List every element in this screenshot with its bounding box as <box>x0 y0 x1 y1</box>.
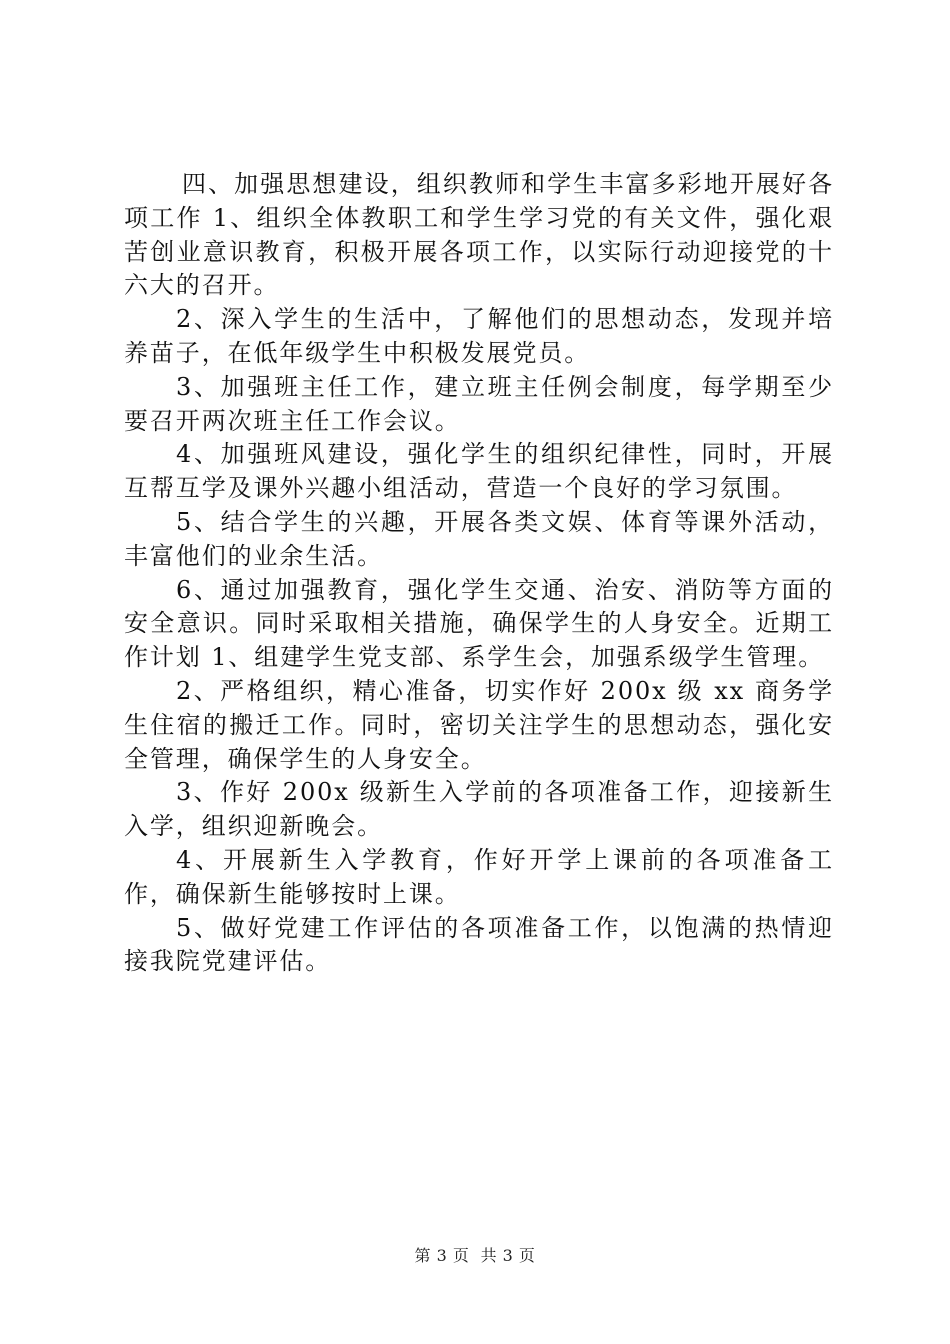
paragraph-4: 4、加强班风建设，强化学生的组织纪律性，同时，开展互帮互学及课外兴趣小组活动，营造一个良好的学习氛围。 <box>124 440 834 503</box>
paragraph-7: 2、严格组织，精心准备，切实作好 200x 级 xx 商务学生住宿的搬迁工作。同时，密切关注学生的思想动态，强化安全管理，确保学生的人身安全。 <box>124 676 834 773</box>
page-footer <box>0 1243 950 1266</box>
paragraph-3: 3、加强班主任工作，建立班主任例会制度，每学期至少要召开两次班主任工作会议。 <box>124 372 834 435</box>
paragraph-2: 2、深入学生的生活中，了解他们的思想动态，发现并培养苗子，在低年级学生中积极发展党员。 <box>124 305 834 367</box>
paragraph-8: 3、作好 200x 级新生入学前的各项准备工作，迎接新生入学，组织迎新晚会。 <box>124 778 834 841</box>
page-number: 第 3 页 <box>414 1246 470 1265</box>
paragraph-9: 4、开展新生入学教育，作好开学上课前的各项准备工作，确保新生能够按时上课。 <box>124 845 834 908</box>
paragraph-5: 5、结合学生的兴趣，开展各类文娱、体育等课外活动，丰富他们的业余生活。 <box>124 507 834 570</box>
paragraph-6: 6、通过加强教育，强化学生交通、治安、消防等方面的安全意识。同时采取相关措施，确保学生的人身安全。近期工作计划 1、组建学生党支部、系学生会，加强系级学生管理。 <box>124 575 834 672</box>
document-body <box>124 168 834 979</box>
footer-separator <box>469 1246 480 1265</box>
page-total: 共 3 页 <box>480 1246 536 1265</box>
paragraph-10: 5、做好党建工作评估的各项准备工作，以饱满的热情迎接我院党建评估。 <box>124 913 834 976</box>
paragraph-1: 四、加强思想建设，组织教师和学生丰富多彩地开展好各项工作 1、组织全体教职工和学生学习党的有关文件，强化艰苦创业意识教育，积极开展各项工作，以实际行动迎接党的十六大的召开。 <box>124 170 834 300</box>
